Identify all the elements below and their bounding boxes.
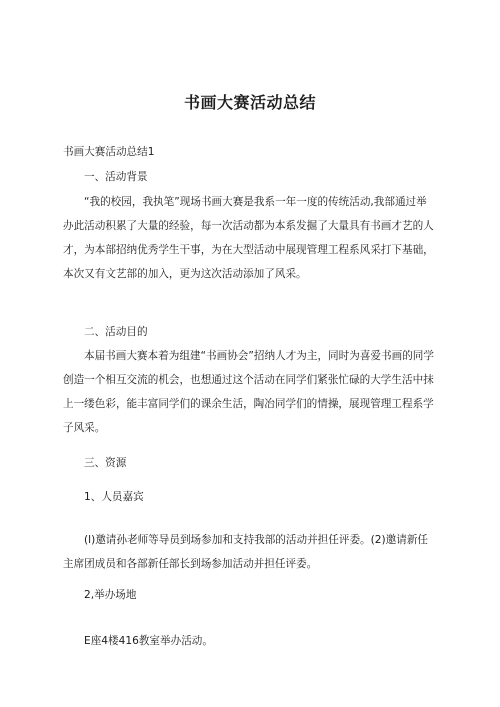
paragraph-background: “我的校园，我执笔”现场书画大赛是我系一年一度的传统活动,我部通过举办此活动积累了大量的经验，每一次活动都为本系发掘了大量具有书画才艺的人才，为本部招纳优秀学生干事，为在大型活动中展现管理工程系风采打下基础，本次又有文艺部的加入，更为这次活动添加了风采。 — [63, 196, 434, 280]
subsection-heading-guests: 1、人员嘉宾 — [84, 491, 144, 503]
section-heading-resources: 三、资源 — [84, 457, 127, 469]
section-heading-purpose: 二、活动目的 — [84, 326, 148, 338]
section-heading-background: 一、活动背景 — [84, 171, 148, 183]
paragraph-guests: (l)邀请孙老师等导员到场参加和支持我部的活动并担任评委。(2)邀请新任主席团成员和各部新任部长到场参加活动并担任评委。 — [63, 534, 429, 570]
paragraph-purpose: 本届书画大赛本着为组建“书画协会”招纳人才为主，同时为喜爱书画的同学创造一个相互交流的机会，也想通过这个活动在同学们紧张忙碌的大学生活中抹上一缕色彩，能丰富同学们的课余生活，陶冶同学们的情操，展现管理工程系学子风采。 — [63, 350, 434, 434]
paragraph-venue: E座4楼416教室举办活动。 — [84, 635, 213, 647]
document-subtitle: 书画大赛活动总结1 — [63, 146, 155, 158]
document-title: 书画大赛活动总结 — [183, 93, 316, 112]
subsection-heading-venue: 2,举办场地 — [84, 589, 137, 601]
